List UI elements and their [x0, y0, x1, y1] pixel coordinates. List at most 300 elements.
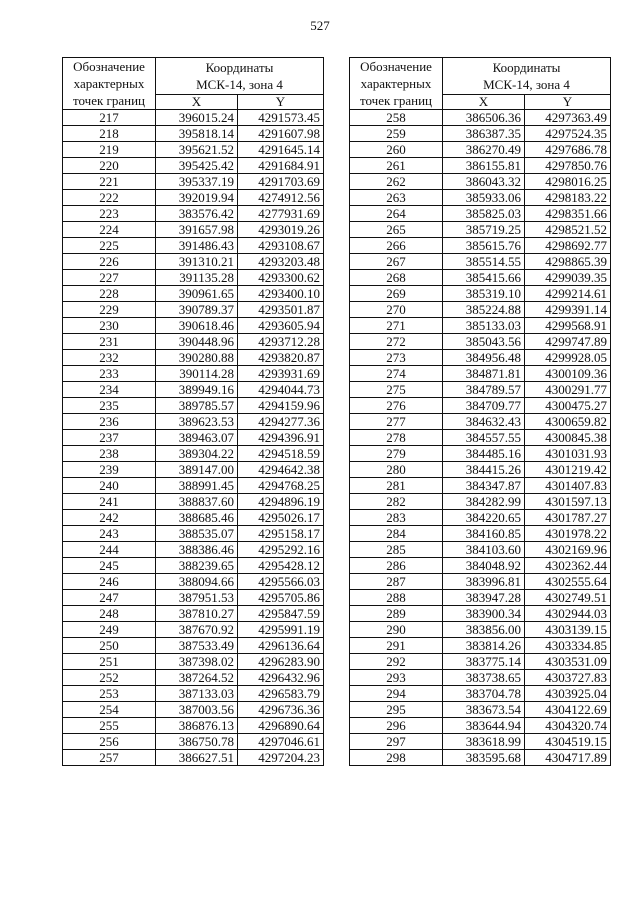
- point-id-cell: 241: [63, 494, 156, 510]
- table-row: [63, 286, 324, 302]
- x-coordinate-cell: 385319.10: [443, 286, 525, 302]
- table-row: [350, 286, 611, 302]
- point-id-cell: 261: [350, 158, 443, 174]
- point-id-cell: 293: [350, 670, 443, 686]
- x-coordinate-cell: 391657.98: [156, 222, 238, 238]
- y-coordinate-cell: 4303334.85: [525, 638, 611, 654]
- point-id-cell: 281: [350, 478, 443, 494]
- point-id-cell: 290: [350, 622, 443, 638]
- y-coordinate-cell: 4299039.35: [525, 270, 611, 286]
- point-id-cell: 235: [63, 398, 156, 414]
- table-row: [350, 222, 611, 238]
- x-coordinate-cell: 383644.94: [443, 718, 525, 734]
- y-coordinate-cell: 4291703.69: [238, 174, 324, 190]
- table-row: [350, 414, 611, 430]
- x-coordinate-cell: 387670.92: [156, 622, 238, 638]
- point-id-cell: 233: [63, 366, 156, 382]
- point-id-cell: 232: [63, 350, 156, 366]
- y-column-header: Y: [525, 95, 611, 110]
- x-coordinate-cell: 385615.76: [443, 238, 525, 254]
- x-coordinate-cell: 384956.48: [443, 350, 525, 366]
- y-coordinate-cell: 4298521.52: [525, 222, 611, 238]
- y-coordinate-cell: 4300291.77: [525, 382, 611, 398]
- table-row: [350, 718, 611, 734]
- y-coordinate-cell: 4304320.74: [525, 718, 611, 734]
- x-coordinate-cell: 395621.52: [156, 142, 238, 158]
- table-row: [63, 670, 324, 686]
- x-coordinate-cell: 386876.13: [156, 718, 238, 734]
- point-id-cell: 265: [350, 222, 443, 238]
- table-row: [350, 430, 611, 446]
- header-line: Координаты: [205, 60, 274, 75]
- y-coordinate-cell: 4299747.89: [525, 334, 611, 350]
- table-row: [63, 414, 324, 430]
- x-coordinate-cell: 383618.99: [443, 734, 525, 750]
- table-row: [63, 606, 324, 622]
- y-coordinate-cell: 4302362.44: [525, 558, 611, 574]
- table-row: [63, 190, 324, 206]
- x-coordinate-cell: 383775.14: [443, 654, 525, 670]
- table-row: [63, 302, 324, 318]
- table-row: [350, 382, 611, 398]
- y-coordinate-cell: 4293820.87: [238, 350, 324, 366]
- y-coordinate-cell: 4293931.69: [238, 366, 324, 382]
- x-coordinate-cell: 384557.55: [443, 430, 525, 446]
- table-row: [350, 494, 611, 510]
- y-coordinate-cell: 4294642.38: [238, 462, 324, 478]
- table-row: [63, 622, 324, 638]
- point-id-cell: 264: [350, 206, 443, 222]
- x-coordinate-cell: 385825.03: [443, 206, 525, 222]
- y-coordinate-cell: 4301978.22: [525, 526, 611, 542]
- y-coordinate-cell: 4303531.09: [525, 654, 611, 670]
- table-row: [63, 254, 324, 270]
- table-row: [63, 718, 324, 734]
- y-coordinate-cell: 4295847.59: [238, 606, 324, 622]
- table-row: [63, 750, 324, 766]
- coordinates-table-left: [62, 57, 324, 766]
- y-coordinate-cell: 4299568.91: [525, 318, 611, 334]
- page-number: 527: [310, 18, 330, 33]
- header-line: Обозначение: [360, 59, 432, 74]
- y-coordinate-cell: 4296583.79: [238, 686, 324, 702]
- point-id-cell: 273: [350, 350, 443, 366]
- table-row: [350, 686, 611, 702]
- y-coordinate-cell: 4297524.35: [525, 126, 611, 142]
- table-row: [63, 398, 324, 414]
- table-row: [350, 670, 611, 686]
- table-row: [350, 750, 611, 766]
- table-body: [350, 58, 611, 766]
- y-coordinate-cell: 4296890.64: [238, 718, 324, 734]
- x-coordinate-cell: 384632.43: [443, 414, 525, 430]
- table-row: [350, 654, 611, 670]
- point-id-cell: 247: [63, 590, 156, 606]
- y-coordinate-cell: 4295705.86: [238, 590, 324, 606]
- point-label-header: [63, 58, 156, 110]
- x-coordinate-cell: 383595.68: [443, 750, 525, 766]
- table-row: [63, 270, 324, 286]
- point-id-cell: 246: [63, 574, 156, 590]
- point-id-cell: 242: [63, 510, 156, 526]
- point-id-cell: 260: [350, 142, 443, 158]
- y-coordinate-cell: 4295158.17: [238, 526, 324, 542]
- table-row: [63, 702, 324, 718]
- table-row: [63, 142, 324, 158]
- point-id-cell: 291: [350, 638, 443, 654]
- x-coordinate-cell: 391310.21: [156, 254, 238, 270]
- point-id-cell: 225: [63, 238, 156, 254]
- y-coordinate-cell: 4304717.89: [525, 750, 611, 766]
- x-coordinate-cell: 383576.42: [156, 206, 238, 222]
- x-coordinate-cell: 384347.87: [443, 478, 525, 494]
- y-coordinate-cell: 4297686.78: [525, 142, 611, 158]
- point-id-cell: 288: [350, 590, 443, 606]
- y-coordinate-cell: 4294396.91: [238, 430, 324, 446]
- x-coordinate-cell: 386043.32: [443, 174, 525, 190]
- x-coordinate-cell: 392019.94: [156, 190, 238, 206]
- point-id-cell: 222: [63, 190, 156, 206]
- y-coordinate-cell: 4299928.05: [525, 350, 611, 366]
- table-row: [350, 334, 611, 350]
- x-coordinate-cell: 383856.00: [443, 622, 525, 638]
- point-id-cell: 245: [63, 558, 156, 574]
- point-id-cell: 249: [63, 622, 156, 638]
- point-id-cell: 282: [350, 494, 443, 510]
- y-coordinate-cell: 4296136.64: [238, 638, 324, 654]
- x-column-header: X: [156, 95, 238, 110]
- x-coordinate-cell: 390114.28: [156, 366, 238, 382]
- y-coordinate-cell: 4295566.03: [238, 574, 324, 590]
- point-id-cell: 269: [350, 286, 443, 302]
- y-coordinate-cell: 4291684.91: [238, 158, 324, 174]
- point-id-cell: 266: [350, 238, 443, 254]
- y-coordinate-cell: 4296283.90: [238, 654, 324, 670]
- table-row: [63, 158, 324, 174]
- point-id-cell: 271: [350, 318, 443, 334]
- x-coordinate-cell: 383704.78: [443, 686, 525, 702]
- x-coordinate-cell: 383814.26: [443, 638, 525, 654]
- point-id-cell: 298: [350, 750, 443, 766]
- y-coordinate-cell: 4296432.96: [238, 670, 324, 686]
- table-row: [350, 590, 611, 606]
- y-coordinate-cell: 4297046.61: [238, 734, 324, 750]
- x-coordinate-cell: 387003.56: [156, 702, 238, 718]
- table-row: [350, 190, 611, 206]
- x-coordinate-cell: 389147.00: [156, 462, 238, 478]
- table-row: [63, 590, 324, 606]
- x-coordinate-cell: 387133.03: [156, 686, 238, 702]
- table-row: [350, 558, 611, 574]
- y-coordinate-cell: 4303139.15: [525, 622, 611, 638]
- y-column-header: Y: [238, 95, 324, 110]
- table-row: [63, 734, 324, 750]
- table-row: [63, 126, 324, 142]
- point-id-cell: 255: [63, 718, 156, 734]
- x-coordinate-cell: 386750.78: [156, 734, 238, 750]
- point-id-cell: 286: [350, 558, 443, 574]
- table-row: [63, 318, 324, 334]
- x-coordinate-cell: 388239.65: [156, 558, 238, 574]
- table-row: [350, 366, 611, 382]
- header-line: Координаты: [492, 60, 561, 75]
- point-id-cell: 239: [63, 462, 156, 478]
- point-id-cell: 279: [350, 446, 443, 462]
- table-row: [63, 174, 324, 190]
- y-coordinate-cell: 4297204.23: [238, 750, 324, 766]
- table-row: [350, 142, 611, 158]
- x-coordinate-cell: 391486.43: [156, 238, 238, 254]
- point-id-cell: 297: [350, 734, 443, 750]
- x-coordinate-cell: 389785.57: [156, 398, 238, 414]
- header-line: Обозначение: [73, 59, 145, 74]
- point-id-cell: 237: [63, 430, 156, 446]
- x-coordinate-cell: 386270.49: [443, 142, 525, 158]
- table-row: [350, 110, 611, 126]
- point-id-cell: 219: [63, 142, 156, 158]
- y-coordinate-cell: 4302749.51: [525, 590, 611, 606]
- table-row: [350, 126, 611, 142]
- point-id-cell: 280: [350, 462, 443, 478]
- y-coordinate-cell: 4291573.45: [238, 110, 324, 126]
- x-coordinate-cell: 390789.37: [156, 302, 238, 318]
- x-coordinate-cell: 385415.66: [443, 270, 525, 286]
- coordinates-group-header: [156, 58, 324, 95]
- table-row: [63, 238, 324, 254]
- x-coordinate-cell: 385514.55: [443, 254, 525, 270]
- y-coordinate-cell: 4301031.93: [525, 446, 611, 462]
- y-coordinate-cell: 4304519.15: [525, 734, 611, 750]
- x-coordinate-cell: 386627.51: [156, 750, 238, 766]
- x-coordinate-cell: 385133.03: [443, 318, 525, 334]
- table-row: [63, 222, 324, 238]
- x-coordinate-cell: 396015.24: [156, 110, 238, 126]
- point-id-cell: 295: [350, 702, 443, 718]
- x-coordinate-cell: 395425.42: [156, 158, 238, 174]
- table-row: [350, 622, 611, 638]
- y-coordinate-cell: 4298016.25: [525, 174, 611, 190]
- header-line: МСК-14, зона 4: [483, 77, 570, 92]
- x-coordinate-cell: 384103.60: [443, 542, 525, 558]
- point-id-cell: 267: [350, 254, 443, 270]
- x-coordinate-cell: 388535.07: [156, 526, 238, 542]
- x-coordinate-cell: 385224.88: [443, 302, 525, 318]
- y-coordinate-cell: 4304122.69: [525, 702, 611, 718]
- point-id-cell: 253: [63, 686, 156, 702]
- y-coordinate-cell: 4295428.12: [238, 558, 324, 574]
- table-row: [63, 526, 324, 542]
- x-coordinate-cell: 388837.60: [156, 494, 238, 510]
- point-id-cell: 256: [63, 734, 156, 750]
- x-coordinate-cell: 389949.16: [156, 382, 238, 398]
- x-coordinate-cell: 384160.85: [443, 526, 525, 542]
- y-coordinate-cell: 4297363.49: [525, 110, 611, 126]
- x-coordinate-cell: 384220.65: [443, 510, 525, 526]
- y-coordinate-cell: 4298351.66: [525, 206, 611, 222]
- point-id-cell: 257: [63, 750, 156, 766]
- x-coordinate-cell: 388386.46: [156, 542, 238, 558]
- table-row: [63, 510, 324, 526]
- header-line: характерных: [73, 76, 145, 91]
- x-coordinate-cell: 389304.22: [156, 446, 238, 462]
- x-coordinate-cell: 395337.19: [156, 174, 238, 190]
- x-coordinate-cell: 384415.26: [443, 462, 525, 478]
- coordinates-group-header: [443, 58, 611, 95]
- table-row: [350, 158, 611, 174]
- y-coordinate-cell: 4277931.69: [238, 206, 324, 222]
- table-row: [63, 430, 324, 446]
- y-coordinate-cell: 4294768.25: [238, 478, 324, 494]
- y-coordinate-cell: 4296736.36: [238, 702, 324, 718]
- y-coordinate-cell: 4294518.59: [238, 446, 324, 462]
- x-coordinate-cell: 386506.36: [443, 110, 525, 126]
- point-id-cell: 234: [63, 382, 156, 398]
- y-coordinate-cell: 4302169.96: [525, 542, 611, 558]
- x-coordinate-cell: 384282.99: [443, 494, 525, 510]
- table-row: [350, 606, 611, 622]
- point-id-cell: 258: [350, 110, 443, 126]
- point-id-cell: 251: [63, 654, 156, 670]
- x-coordinate-cell: 384871.81: [443, 366, 525, 382]
- point-id-cell: 228: [63, 286, 156, 302]
- point-id-cell: 230: [63, 318, 156, 334]
- y-coordinate-cell: 4300845.38: [525, 430, 611, 446]
- header-line: характерных: [360, 76, 432, 91]
- table-row: [63, 334, 324, 350]
- x-coordinate-cell: 385043.56: [443, 334, 525, 350]
- table-row: [63, 366, 324, 382]
- point-id-cell: 285: [350, 542, 443, 558]
- table-row: [350, 526, 611, 542]
- table-row: [63, 638, 324, 654]
- point-id-cell: 263: [350, 190, 443, 206]
- y-coordinate-cell: 4293400.10: [238, 286, 324, 302]
- y-coordinate-cell: 4291607.98: [238, 126, 324, 142]
- point-id-cell: 262: [350, 174, 443, 190]
- table-row: [63, 542, 324, 558]
- y-coordinate-cell: 4294277.36: [238, 414, 324, 430]
- table-row: [350, 446, 611, 462]
- table-row: [350, 350, 611, 366]
- y-coordinate-cell: 4299391.14: [525, 302, 611, 318]
- x-coordinate-cell: 390448.96: [156, 334, 238, 350]
- x-coordinate-cell: 391135.28: [156, 270, 238, 286]
- x-coordinate-cell: 384789.57: [443, 382, 525, 398]
- y-coordinate-cell: 4294044.73: [238, 382, 324, 398]
- y-coordinate-cell: 4293501.87: [238, 302, 324, 318]
- y-coordinate-cell: 4294896.19: [238, 494, 324, 510]
- y-coordinate-cell: 4298865.39: [525, 254, 611, 270]
- table-row: [63, 558, 324, 574]
- table-row: [350, 238, 611, 254]
- point-id-cell: 268: [350, 270, 443, 286]
- point-id-cell: 226: [63, 254, 156, 270]
- x-coordinate-cell: 387533.49: [156, 638, 238, 654]
- point-id-cell: 275: [350, 382, 443, 398]
- x-coordinate-cell: 388685.46: [156, 510, 238, 526]
- table-row: [350, 206, 611, 222]
- x-coordinate-cell: 388991.45: [156, 478, 238, 494]
- point-label-header: [350, 58, 443, 110]
- point-id-cell: 283: [350, 510, 443, 526]
- y-coordinate-cell: 4295026.17: [238, 510, 324, 526]
- x-coordinate-cell: 387264.52: [156, 670, 238, 686]
- x-coordinate-cell: 385719.25: [443, 222, 525, 238]
- x-coordinate-cell: 386387.35: [443, 126, 525, 142]
- y-coordinate-cell: 4293300.62: [238, 270, 324, 286]
- y-coordinate-cell: 4298692.77: [525, 238, 611, 254]
- table-row: [63, 654, 324, 670]
- x-coordinate-cell: 390618.46: [156, 318, 238, 334]
- point-id-cell: 248: [63, 606, 156, 622]
- table-row: [350, 398, 611, 414]
- x-coordinate-cell: 383738.65: [443, 670, 525, 686]
- y-coordinate-cell: 4295991.19: [238, 622, 324, 638]
- x-coordinate-cell: 383947.28: [443, 590, 525, 606]
- point-id-cell: 217: [63, 110, 156, 126]
- y-coordinate-cell: 4293712.28: [238, 334, 324, 350]
- y-coordinate-cell: 4303727.83: [525, 670, 611, 686]
- point-id-cell: 227: [63, 270, 156, 286]
- y-coordinate-cell: 4293108.67: [238, 238, 324, 254]
- x-coordinate-cell: 386155.81: [443, 158, 525, 174]
- y-coordinate-cell: 4300659.82: [525, 414, 611, 430]
- table-row: [350, 254, 611, 270]
- coordinates-table-right: [349, 57, 611, 766]
- point-id-cell: 287: [350, 574, 443, 590]
- table-row: [63, 686, 324, 702]
- y-coordinate-cell: 4302555.64: [525, 574, 611, 590]
- table-row: [63, 350, 324, 366]
- table-row: [63, 382, 324, 398]
- point-id-cell: 277: [350, 414, 443, 430]
- x-coordinate-cell: 384709.77: [443, 398, 525, 414]
- point-id-cell: 223: [63, 206, 156, 222]
- table-row: [350, 702, 611, 718]
- point-id-cell: 254: [63, 702, 156, 718]
- header-line: МСК-14, зона 4: [196, 77, 283, 92]
- table-row: [350, 510, 611, 526]
- table-row: [350, 574, 611, 590]
- y-coordinate-cell: 4299214.61: [525, 286, 611, 302]
- y-coordinate-cell: 4291645.14: [238, 142, 324, 158]
- table-row: [350, 302, 611, 318]
- point-id-cell: 276: [350, 398, 443, 414]
- table-row: [63, 574, 324, 590]
- point-id-cell: 221: [63, 174, 156, 190]
- x-coordinate-cell: 387398.02: [156, 654, 238, 670]
- x-coordinate-cell: 387951.53: [156, 590, 238, 606]
- y-coordinate-cell: 4301787.27: [525, 510, 611, 526]
- table-row: [350, 462, 611, 478]
- table-row: [350, 734, 611, 750]
- table-row: [63, 110, 324, 126]
- table-body: [63, 58, 324, 766]
- header-line: точек границ: [72, 93, 146, 108]
- y-coordinate-cell: 4303925.04: [525, 686, 611, 702]
- table-row: [63, 478, 324, 494]
- table-row: [350, 318, 611, 334]
- x-column-header: X: [443, 95, 525, 110]
- point-id-cell: 284: [350, 526, 443, 542]
- table-row: [63, 462, 324, 478]
- point-id-cell: 289: [350, 606, 443, 622]
- point-id-cell: 292: [350, 654, 443, 670]
- point-id-cell: 218: [63, 126, 156, 142]
- x-coordinate-cell: 389623.53: [156, 414, 238, 430]
- table-row: [63, 206, 324, 222]
- point-id-cell: 274: [350, 366, 443, 382]
